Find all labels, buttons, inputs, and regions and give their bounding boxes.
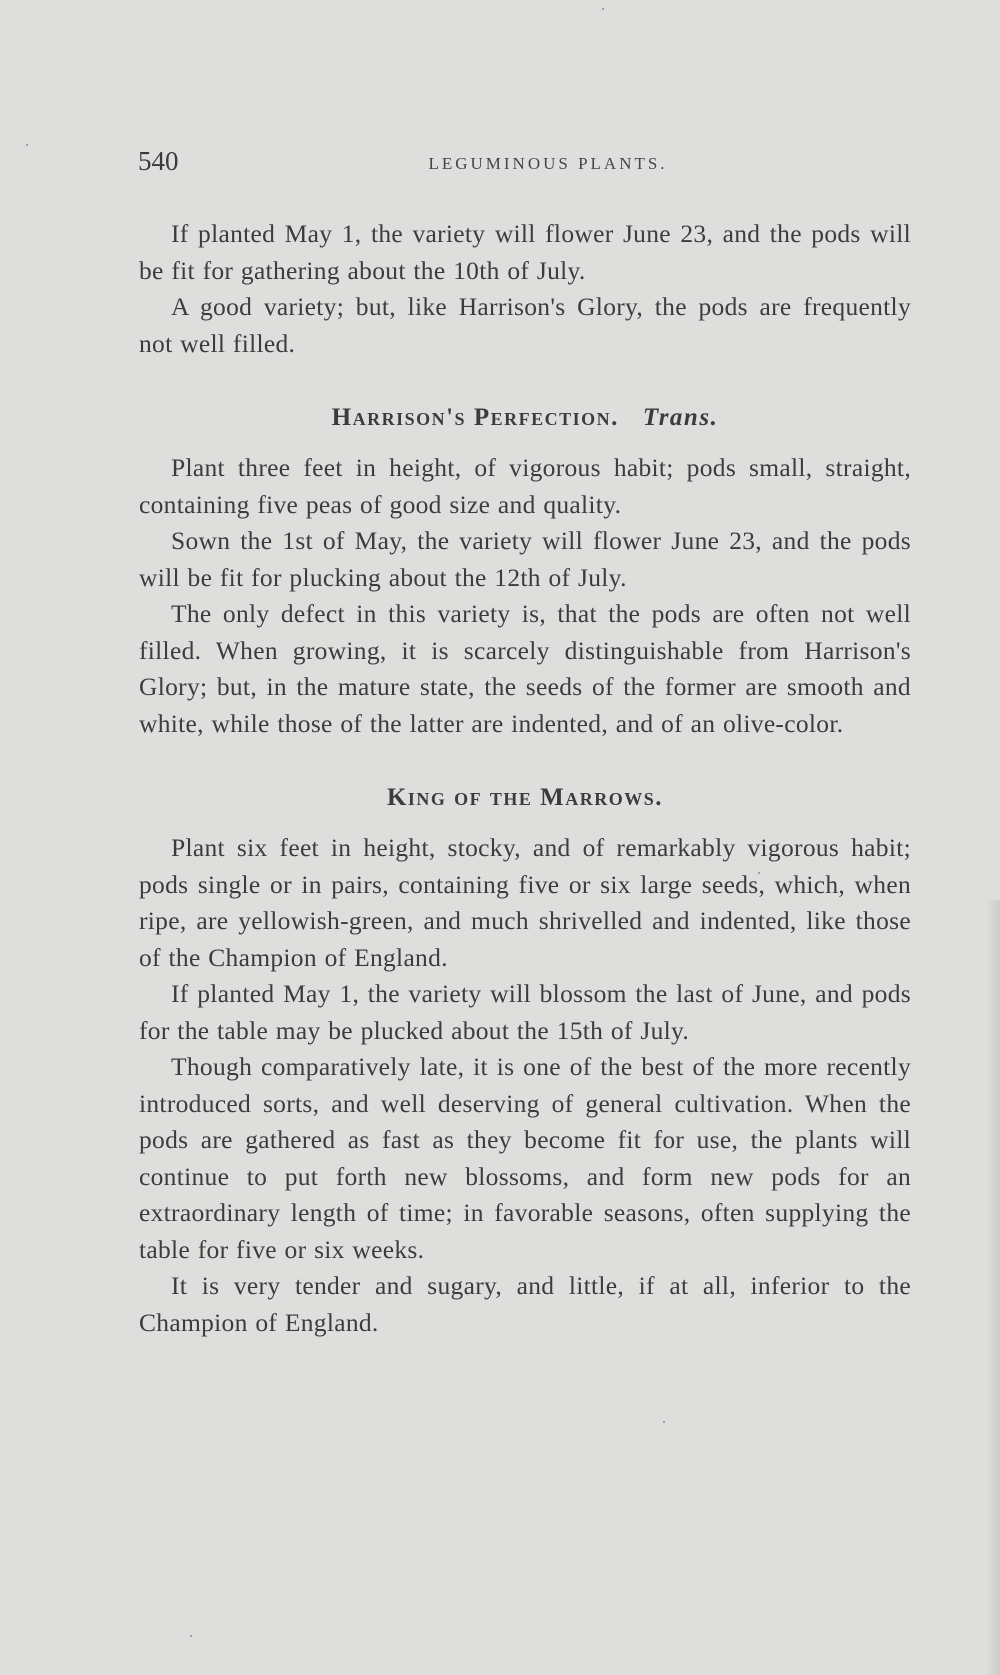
- section-heading-harrisons-perfection: [139, 404, 911, 432]
- paragraph: Plant three feet in height, of vigorous habit; pods small, straight, containing five peas of good size and quality.: [139, 453, 911, 519]
- page-edge-shadow: [986, 900, 1000, 1675]
- paragraph: Sown the 1st of May, the variety will flower June 23, and the pods will be fit for plucking about the 12th of July.: [139, 526, 911, 592]
- page-number: 540: [138, 146, 179, 176]
- paragraph: Though comparatively late, it is one of the best of the more recently introduced sorts, and well deserving of general cultivation. When the pods are gathered as fast as they become fit for use, the plants will continue to put forth new blossoms, and form new pods for an extraordinary length of time; in favorable seasons, often supplying the table for five or six weeks.: [139, 1052, 911, 1264]
- section-heading-king-of-the-marrows: [139, 784, 911, 812]
- paper-speck: [26, 144, 28, 146]
- paragraph: A good variety; but, like Harrison's Glory, the pods are frequently not well filled.: [139, 292, 911, 358]
- section-title: King of the Marrows.: [386, 784, 664, 811]
- paragraph: It is very tender and sugary, and little, if at all, inferior to the Champion of England.: [139, 1271, 911, 1337]
- paragraph: The only defect in this variety is, that the pods are often not well filled. When growing, it is scarcely distinguishable from Harrison's Glory; but, in the mature state, the seeds of the former are smooth and white, while those of the latter are indented, and of an olive-color.: [139, 599, 911, 738]
- section-title-suffix: Trans.: [642, 404, 719, 431]
- running-head: LEGUMINOUS PLANTS.: [428, 154, 668, 173]
- paper-speck: [602, 8, 604, 10]
- paper-speck: [663, 1421, 665, 1423]
- paragraph: If planted May 1, the variety will flower June 23, and the pods will be fit for gathering about the 10th of July.: [139, 219, 911, 285]
- paragraph: If planted May 1, the variety will blossom the last of June, and pods for the table may be plucked about the 15th of July.: [139, 979, 911, 1045]
- section-title: Harrison's Perfection.: [331, 404, 619, 431]
- page-header: [138, 146, 918, 186]
- body-text: [139, 216, 911, 1341]
- paper-speck: [190, 1635, 192, 1637]
- paragraph: Plant six feet in height, stocky, and of remarkably vigorous habit; pods single or in pairs, containing five or six large seeds, which, when ripe, are yellowish-green, and much shrivelled and indented, like those of the Champion of England.: [139, 833, 911, 972]
